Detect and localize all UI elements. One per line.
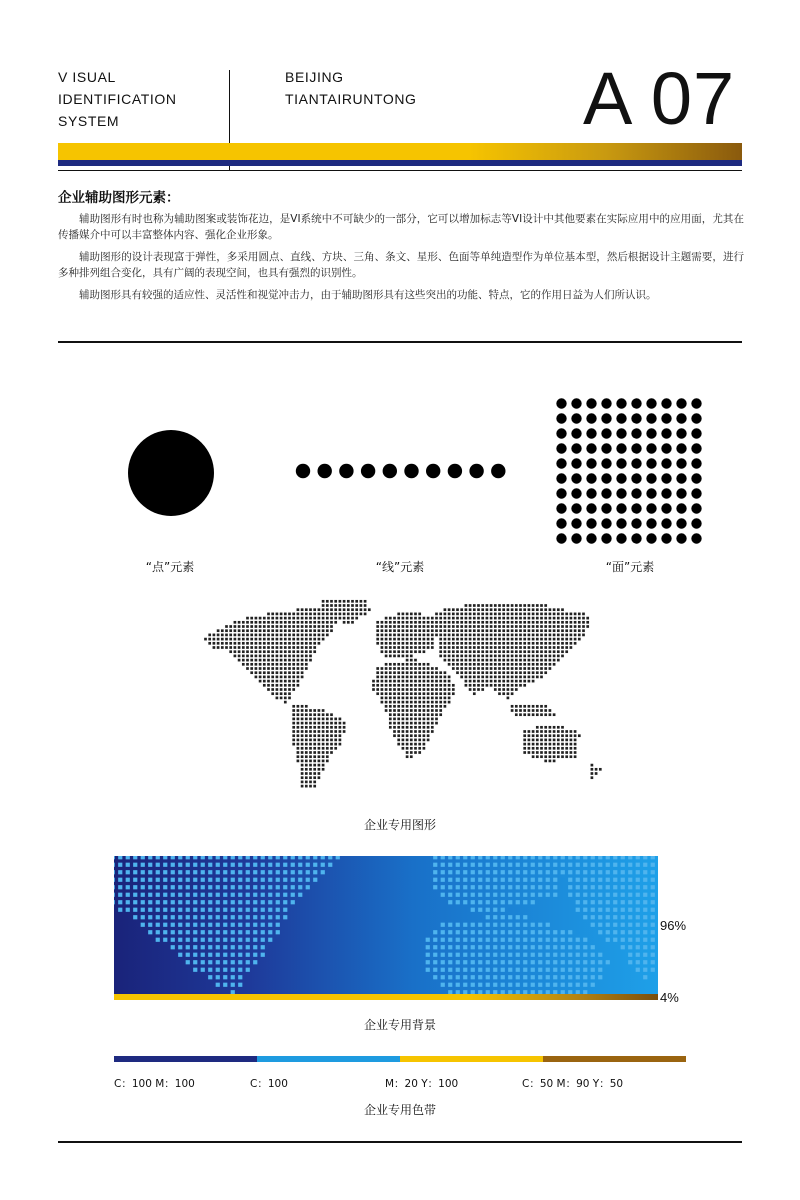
grid-dot <box>616 413 626 423</box>
grid-dot <box>556 518 566 528</box>
system-title <box>58 66 177 132</box>
grid-dot <box>571 458 581 468</box>
grid-dot <box>586 458 596 468</box>
grid-dot <box>616 473 626 483</box>
grid-dot <box>601 413 611 423</box>
grid-dot <box>601 398 611 408</box>
grid-dot <box>661 443 671 453</box>
line-dot <box>491 464 505 478</box>
grid-dot <box>601 488 611 498</box>
grid-dot <box>661 458 671 468</box>
grid-dot <box>556 428 566 438</box>
grid-dot <box>646 398 656 408</box>
grid-dot <box>691 473 701 483</box>
system-title-line: V ISUAL <box>58 69 116 85</box>
paragraph: 辅助图形的设计表现富于弹性，多采用圆点、直线、方块、三角、条文、星形、色面等单纯造型作为单位基本型，然后根据设计主题需要，进行多种排列组合变化，具有广阔的表现空间，也具有强烈的识别性。 <box>58 251 744 279</box>
dotted-world-map <box>195 595 605 805</box>
grid-dot <box>691 488 701 498</box>
grid-dot <box>571 398 581 408</box>
grid-dot <box>586 518 596 528</box>
surface-caption: “面”元素 <box>605 560 655 574</box>
grid-dot <box>646 503 656 513</box>
grid-dot <box>631 413 641 423</box>
grid-dot <box>556 503 566 513</box>
grid-dot <box>616 428 626 438</box>
surface-element <box>556 398 702 544</box>
grid-dot <box>571 443 581 453</box>
grid-dot <box>661 473 671 483</box>
grid-dot <box>661 518 671 528</box>
grid-dot <box>571 518 581 528</box>
grid-dot <box>631 443 641 453</box>
color-band-brown <box>543 1056 686 1062</box>
grid-dot <box>631 533 641 543</box>
grid-dot <box>646 458 656 468</box>
grid-dot <box>601 458 611 468</box>
grid-dot <box>601 428 611 438</box>
section-body <box>58 211 744 303</box>
color-band-navy <box>114 1056 257 1062</box>
grid-dot <box>556 458 566 468</box>
grid-dot <box>676 533 686 543</box>
line-dot <box>296 464 310 478</box>
grid-dot <box>676 443 686 453</box>
grid-dot <box>556 443 566 453</box>
grid-dot <box>616 533 626 543</box>
grid-dot <box>691 398 701 408</box>
grid-dot <box>691 533 701 543</box>
grid-dot <box>691 413 701 423</box>
grid-dot <box>676 518 686 528</box>
grid-dot <box>586 473 596 483</box>
grid-dot <box>616 443 626 453</box>
header-yellow-band <box>58 143 742 161</box>
grid-dot <box>691 428 701 438</box>
point-caption: “点”元素 <box>145 560 195 574</box>
section-title: 企业辅助图形元素： <box>58 190 180 206</box>
cmyk-label-blue: C：100 <box>250 1078 288 1090</box>
grid-dot <box>676 458 686 468</box>
line-dot <box>469 464 483 478</box>
grid-dot <box>676 413 686 423</box>
grid-dot <box>676 503 686 513</box>
paragraph: 辅助图形有时也称为辅助图案或装饰花边，是VI系统中不可缺少的一部分，它可以增加标志等VI设计中其他要素在实际应用中的应用面，尤其在传播媒介中可以丰富整体内容、强化企业形象。 <box>58 213 744 241</box>
grid-dot <box>616 398 626 408</box>
grid-dot <box>691 518 701 528</box>
grid-dot <box>571 503 581 513</box>
grid-dot <box>601 518 611 528</box>
line-dot <box>361 464 375 478</box>
grid-dot <box>556 488 566 498</box>
footer-rule <box>58 1141 742 1143</box>
map-caption: 企业专用图形 <box>363 818 436 832</box>
system-title-line: IDENTIFICATION <box>58 91 177 107</box>
grid-dot <box>616 503 626 513</box>
grid-dot <box>661 413 671 423</box>
cmyk-label-navy: C：100 M：100 <box>114 1078 195 1090</box>
color-band <box>114 1056 686 1062</box>
background-stripe <box>114 994 658 1000</box>
line-dot <box>448 464 462 478</box>
grid-dot <box>646 533 656 543</box>
grid-dot <box>646 473 656 483</box>
grid-dot <box>586 413 596 423</box>
grid-dot <box>556 398 566 408</box>
grid-dot <box>631 473 641 483</box>
grid-dot <box>676 488 686 498</box>
background-panel <box>114 856 658 994</box>
grid-dot <box>571 488 581 498</box>
grid-dot <box>601 443 611 453</box>
grid-dot <box>601 473 611 483</box>
grid-dot <box>616 458 626 468</box>
paragraph: 辅助图形具有较强的适应性、灵活性和视觉冲击力，由于辅助图形具有这些突出的功能、特点，它的作用日益为人们所认识。 <box>79 289 657 301</box>
line-dot <box>339 464 353 478</box>
stripe-percent-label: 4% <box>660 990 679 1005</box>
company-name <box>285 66 417 110</box>
background-caption: 企业专用背景 <box>363 1018 436 1032</box>
grid-dot <box>661 398 671 408</box>
grid-dot <box>676 398 686 408</box>
line-dot <box>426 464 440 478</box>
grid-dot <box>631 503 641 513</box>
line-element <box>295 463 507 479</box>
color-band-caption: 企业专用色带 <box>363 1103 436 1117</box>
background-map-dots <box>114 856 658 994</box>
grid-dot <box>556 473 566 483</box>
grid-dot <box>571 413 581 423</box>
grid-dot <box>571 533 581 543</box>
system-title-line: SYSTEM <box>58 113 120 129</box>
grid-dot <box>631 458 641 468</box>
grid-dot <box>586 503 596 513</box>
header-navy-band <box>58 160 742 166</box>
grid-dot <box>631 428 641 438</box>
grid-dot <box>586 443 596 453</box>
company-name-line: BEIJING <box>285 69 344 85</box>
grid-dot <box>646 518 656 528</box>
grid-dot <box>571 428 581 438</box>
grid-dot <box>646 443 656 453</box>
grid-dot <box>631 518 641 528</box>
grid-dot <box>691 443 701 453</box>
cmyk-label-yellow: M：20 Y：100 <box>385 1078 459 1090</box>
line-dot <box>404 464 418 478</box>
grid-dot <box>661 533 671 543</box>
main-percent-label: 96% <box>660 918 687 933</box>
grid-dot <box>601 533 611 543</box>
grid-dot <box>661 503 671 513</box>
grid-dot <box>661 428 671 438</box>
company-name-line: TIANTAIRUNTONG <box>285 91 417 107</box>
grid-dot <box>691 458 701 468</box>
color-band-yellow <box>400 1056 543 1062</box>
grid-dot <box>586 488 596 498</box>
grid-dot <box>556 533 566 543</box>
grid-dot <box>646 428 656 438</box>
cmyk-label-brown: C：50 M：90 Y：50 <box>522 1078 624 1090</box>
page-code: A 07 <box>583 57 736 140</box>
line-dot <box>318 464 332 478</box>
line-dot <box>383 464 397 478</box>
header-rule <box>58 170 742 171</box>
background-map-pattern <box>114 856 658 994</box>
grid-dot <box>646 488 656 498</box>
grid-dot <box>616 518 626 528</box>
map-dots <box>204 600 602 788</box>
grid-dot <box>691 503 701 513</box>
grid-dot <box>586 533 596 543</box>
point-element <box>128 430 214 516</box>
grid-dot <box>586 398 596 408</box>
grid-dot <box>631 398 641 408</box>
grid-dot <box>676 428 686 438</box>
line-caption: “线”元素 <box>375 560 425 574</box>
grid-dot <box>676 473 686 483</box>
color-band-blue <box>257 1056 400 1062</box>
grid-dot <box>556 413 566 423</box>
grid-dot <box>571 473 581 483</box>
grid-dot <box>646 413 656 423</box>
grid-dot <box>616 488 626 498</box>
grid-dot <box>631 488 641 498</box>
grid-dot <box>661 488 671 498</box>
grid-dot <box>586 428 596 438</box>
section-rule <box>58 341 742 343</box>
grid-dot <box>601 503 611 513</box>
